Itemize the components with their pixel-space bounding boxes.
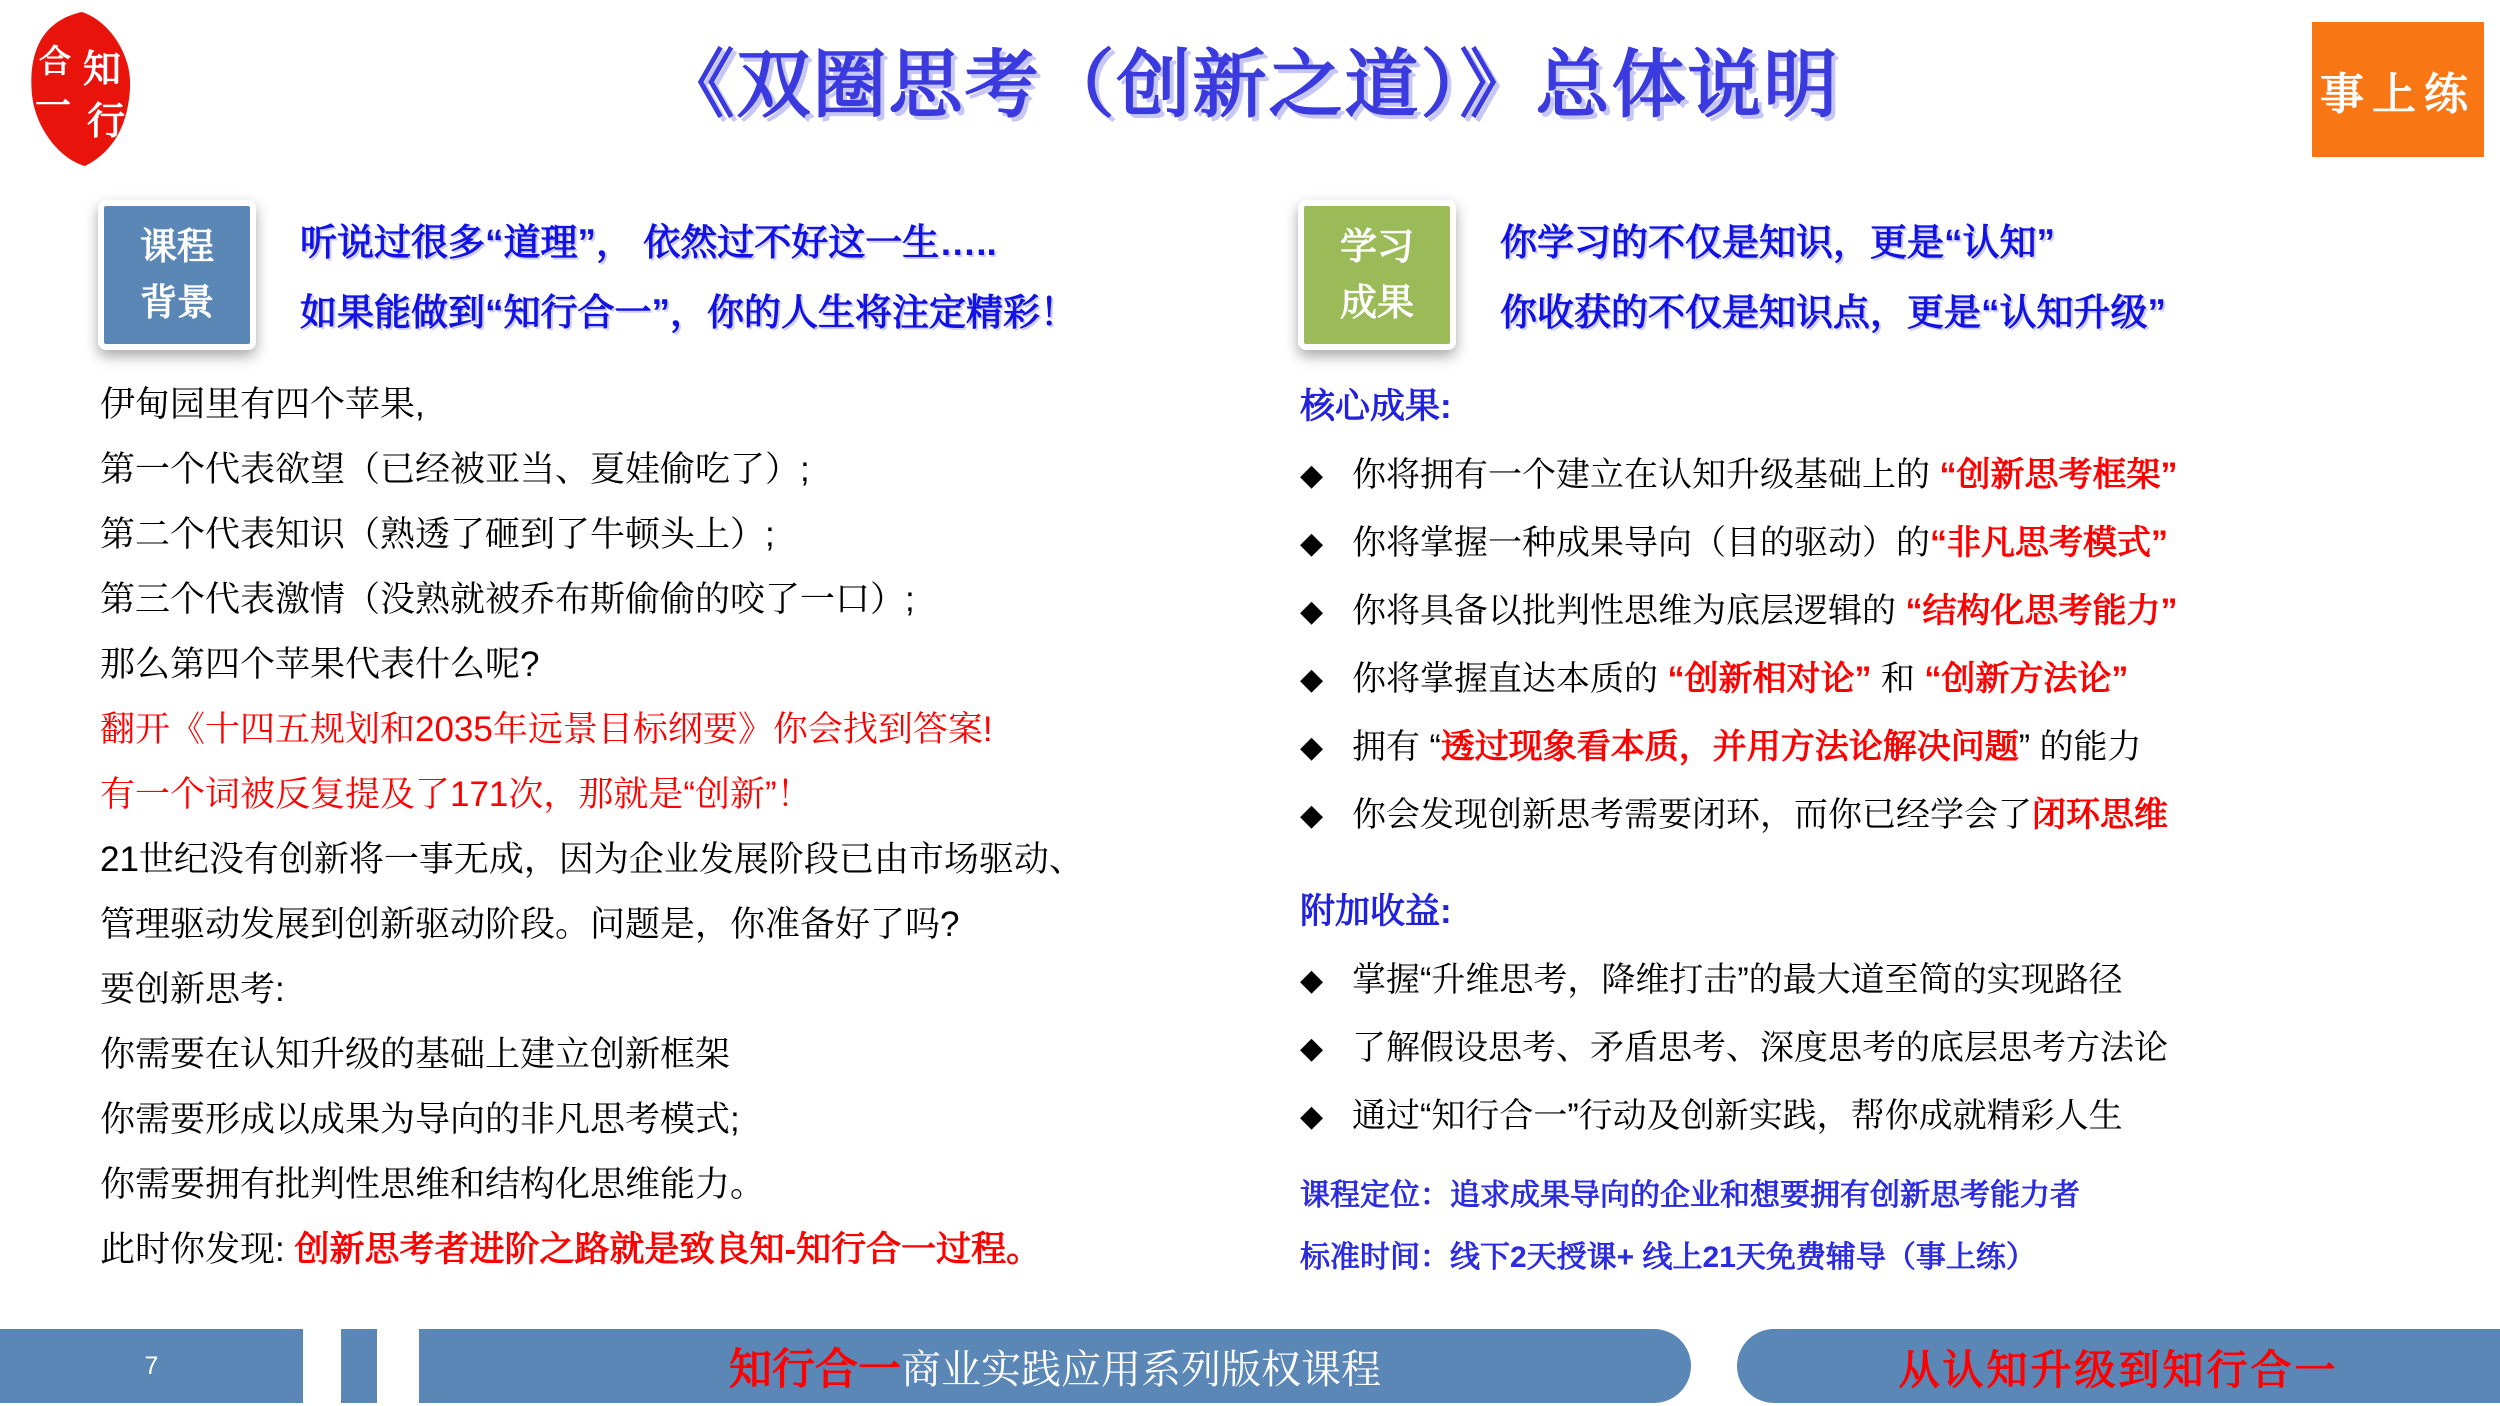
text-segment: 和	[1871, 660, 1925, 698]
text-segment: 21世纪没有创新将一事无成，因为企业发展阶段已由市场驱动、	[100, 840, 1084, 879]
diamond-bullet-icon: ◆	[1300, 663, 1324, 696]
paragraph-line	[100, 632, 1270, 697]
diamond-bullet-icon: ◆	[1300, 799, 1324, 832]
paragraph-line	[100, 892, 1270, 957]
text-segment: 第二个代表知识（熟透了砸到了牛顿头上）;	[100, 515, 775, 554]
text-segment: 翻开《十四五规划和2035年远景目标纲要》你会找到答案!	[100, 710, 993, 749]
fineprint-line: 标准时间：线下2天授课+ 线上21天免费辅导（事上练）	[1300, 1241, 2036, 1274]
text-segment: 你会发现创新思考需要闭环，而你已经学会了	[1352, 796, 2032, 834]
text-segment: 第三个代表激情（没熟就被乔布斯偷偷的咬了一口）;	[100, 580, 915, 619]
page-number: 7	[144, 1351, 159, 1380]
paragraph-line	[100, 1152, 1270, 1217]
course-fineprint	[1300, 1165, 2490, 1289]
outcome-bullet	[1300, 521, 2490, 566]
intro-line: 如果能做到“知行合一”，你的人生将注定精彩！	[300, 292, 1077, 333]
bullet-text	[1352, 725, 2142, 770]
seal-char-he: 合	[39, 43, 72, 79]
paragraph-line	[100, 762, 1270, 827]
paragraph-line	[100, 957, 1270, 1022]
page-title: 《双圈思考（创新之道）》总体说明	[660, 43, 1840, 126]
diamond-bullet-icon: ◆	[1300, 731, 1324, 764]
learning-outcomes-header	[1298, 200, 2166, 350]
outcome-bullet	[1300, 958, 2490, 1003]
diamond-bullet-icon: ◆	[1300, 1032, 1324, 1065]
text-segment: 你需要在认知升级的基础上建立创新框架	[100, 1035, 731, 1074]
bullet-text	[1352, 793, 2168, 838]
text-segment: 拥有 “	[1352, 728, 1441, 766]
learning-outcomes-intro	[1500, 200, 2166, 348]
course-background-header	[98, 200, 1077, 350]
tag-line: 课程	[140, 226, 214, 267]
seal-char-zhi: 知	[83, 49, 122, 91]
text-segment: 第一个代表欲望（已经被亚当、夏娃偷吃了）;	[100, 450, 810, 489]
text-segment: 你需要形成以成果为导向的非凡思考模式;	[100, 1100, 740, 1139]
extra-benefits-list	[1300, 958, 2490, 1139]
text-segment: “创新相对论”	[1667, 660, 1872, 698]
text-segment: 你需要拥有批判性思维和结构化思维能力。	[100, 1165, 766, 1204]
core-results-heading: 核心成果:	[1300, 387, 1452, 426]
text-segment: 要创新思考:	[100, 970, 285, 1009]
footer-slogan: 从认知升级到知行合一	[1898, 1346, 2339, 1393]
paragraph-line	[100, 697, 1270, 762]
footer-series-brand: 知行合一	[729, 1345, 901, 1394]
text-segment: 创新思考者进阶之路就是致良知-知行合一过程。	[294, 1230, 1042, 1269]
text-segment: 了解假设思考、矛盾思考、深度思考的底层思考方法论	[1352, 1029, 2168, 1067]
footer-divider-block	[341, 1329, 377, 1403]
bullet-text	[1352, 657, 2128, 702]
tag-line: 学习	[1340, 226, 1414, 267]
extra-benefits-heading: 附加收益:	[1300, 892, 1452, 931]
fineprint-line: 课程定位：追求成果导向的企业和想要拥有创新思考能力者	[1300, 1179, 2080, 1212]
paragraph-line	[100, 827, 1270, 892]
learning-outcomes-tag	[1298, 200, 1456, 350]
text-segment: “结构化思考能力”	[1905, 592, 2178, 630]
text-segment: 你将掌握直达本质的	[1352, 660, 1668, 698]
footer-series-label: 商业实践应用系列版权课程	[901, 1347, 1381, 1392]
course-background-paragraph	[100, 372, 1270, 1282]
outcome-bullet	[1300, 725, 2490, 770]
text-segment: 你将掌握一种成果导向（目的驱动）的	[1352, 524, 1930, 562]
bullet-text	[1352, 453, 2177, 498]
paragraph-line	[100, 1217, 1270, 1282]
text-segment: 那么第四个苹果代表什么呢?	[100, 645, 540, 684]
paragraph-line	[100, 567, 1270, 632]
outcome-bullet	[1300, 589, 2490, 634]
tag-line: 成果	[1340, 282, 1414, 323]
text-segment: 有一个词被反复提及了171次，那就是“创新”！	[100, 775, 812, 814]
bullet-text	[1352, 521, 2168, 566]
text-segment: “创新方法论”	[1924, 660, 2129, 698]
intro-line: 听说过很多“道理”， 依然过不好这一生…..	[300, 222, 997, 263]
bullet-text	[1352, 589, 2177, 634]
learning-outcomes-content	[1300, 385, 2490, 1289]
tag-line: 背景	[140, 282, 214, 323]
outcome-bullet	[1300, 1026, 2490, 1071]
text-segment: ” 的能力	[2018, 728, 2142, 766]
text-segment: 掌握“升维思考，降维打击”的最大道至简的实现路径	[1352, 961, 2123, 999]
course-background-intro	[300, 200, 1077, 348]
bullet-text	[1352, 1026, 2168, 1071]
outcome-bullet	[1300, 793, 2490, 838]
outcome-bullet	[1300, 453, 2490, 498]
outcome-bullet	[1300, 1094, 2490, 1139]
text-segment: 闭环思维	[2032, 796, 2168, 834]
footer-slogan-bar	[1737, 1329, 2500, 1403]
paragraph-line	[100, 502, 1270, 567]
paragraph-line	[100, 1087, 1270, 1152]
intro-line: 你收获的不仅是知识点，更是“认知升级”	[1500, 292, 2166, 333]
paragraph-line	[100, 1022, 1270, 1087]
intro-line: 你学习的不仅是知识，更是“认知”	[1500, 222, 2055, 263]
bullet-text	[1352, 1094, 2123, 1139]
paragraph-line	[100, 372, 1270, 437]
footer-page-bar	[0, 1329, 303, 1403]
seal-char-yi: 一	[35, 85, 72, 126]
course-background-tag	[98, 200, 256, 350]
diamond-bullet-icon: ◆	[1300, 595, 1324, 628]
text-segment: 你将具备以批判性思维为底层逻辑的	[1352, 592, 1906, 630]
practice-badge: 事上练	[2312, 22, 2484, 157]
diamond-bullet-icon: ◆	[1300, 527, 1324, 560]
text-segment: “创新思考框架”	[1939, 456, 2178, 494]
diamond-bullet-icon: ◆	[1300, 1100, 1324, 1133]
text-segment: “非凡思考模式”	[1930, 524, 2168, 562]
core-results-list	[1300, 453, 2490, 838]
text-segment: 管理驱动发展到创新驱动阶段。问题是，你准备好了吗?	[100, 905, 960, 944]
footer-series-bar	[419, 1329, 1691, 1403]
text-segment: 透过现象看本质，并用方法论解决问题	[1440, 728, 2019, 766]
bullet-text	[1352, 958, 2123, 1003]
text-segment: 通过“知行合一”行动及创新实践，帮你成就精彩人生	[1352, 1097, 2123, 1135]
text-segment: 伊甸园里有四个苹果,	[100, 385, 425, 424]
diamond-bullet-icon: ◆	[1300, 459, 1324, 492]
text-segment: 你将拥有一个建立在认知升级基础上的	[1352, 456, 1940, 494]
paragraph-line	[100, 437, 1270, 502]
diamond-bullet-icon: ◆	[1300, 964, 1324, 997]
text-segment: 此时你发现:	[100, 1230, 295, 1269]
seal-char-xing: 行	[87, 101, 126, 143]
outcome-bullet	[1300, 657, 2490, 702]
